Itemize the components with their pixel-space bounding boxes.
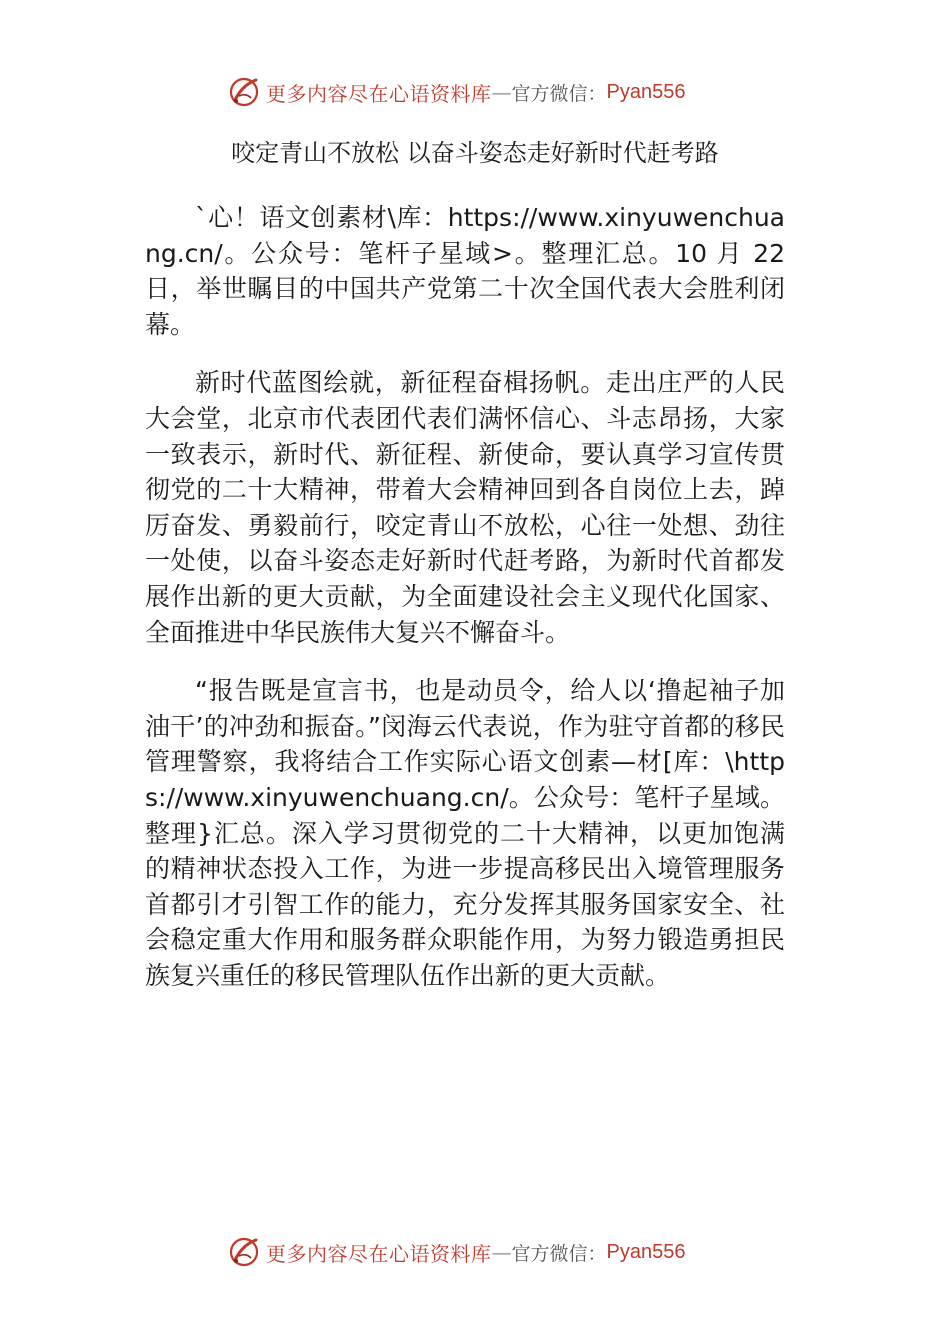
banner-brand-text: 更多内容尽在心语资料库 <box>266 81 492 106</box>
paragraph-1: `心！语文创素材\库：https://www.xinyuwenchuang.cn/。公众号：笔杆子星域>。整理汇总。10 月 22 日，举世瞩目的中国共产党第二十次全国代表大会胜利闭幕。 <box>145 203 785 339</box>
banner-separator: — <box>491 80 512 104</box>
document-title: 咬定青山不放松 以奋斗姿态走好新时代赶考路 <box>231 139 719 167</box>
banner-brand-text: 更多内容尽在心语资料库 <box>266 1241 492 1266</box>
banner-wechat-label: 官方微信： <box>511 82 607 105</box>
brand-logo-icon <box>226 74 262 110</box>
banner-separator: — <box>491 1240 512 1264</box>
footer-banner <box>226 1232 726 1272</box>
paragraph-3: “报告既是宣言书，也是动员令，给人以‘撸起袖子加油干’的冲劲和振奋。”闵海云代表说，作为驻守首都的移民管理警察，我将结合工作实际心语文创素—材[库：\https://www.xinyuwenchuang.cn/。公众号：笔杆子星域。整理}汇总。深入学习贯彻党的二十大精神，以更加饱满的精神状态投入工作，为进一步提高移民出入境管理服务首都引才引智工作的能力，充分发挥其服务国家安全、社会稳定重大作用和服务群众职能作用，为努力锻造勇担民族复兴重任的移民管理队伍作出新的更大贡献。 <box>145 676 785 990</box>
document-body <box>145 200 785 993</box>
banner-wechat-id: Pyan556 <box>606 1240 686 1263</box>
brand-logo-icon <box>226 1234 262 1270</box>
paragraph-2: 新时代蓝图绘就，新征程奋楫扬帆。走出庄严的人民大会堂，北京市代表团代表们满怀信心、斗志昂扬，大家一致表示，新时代、新征程、新使命，要认真学习宣传贯彻党的二十大精神，带着大会精神回到各自岗位上去，踔厉奋发、勇毅前行，咬定青山不放松，心往一处想、劲往一处使，以奋斗姿态走好新时代赶考路，为新时代首都发展作出新的更大贡献，为全面建设社会主义现代化国家、全面推进中华民族伟大复兴不懈奋斗。 <box>145 368 785 647</box>
banner-wechat-label: 官方微信： <box>511 1242 607 1265</box>
header-banner <box>226 72 726 112</box>
banner-wechat-id: Pyan556 <box>606 80 686 103</box>
